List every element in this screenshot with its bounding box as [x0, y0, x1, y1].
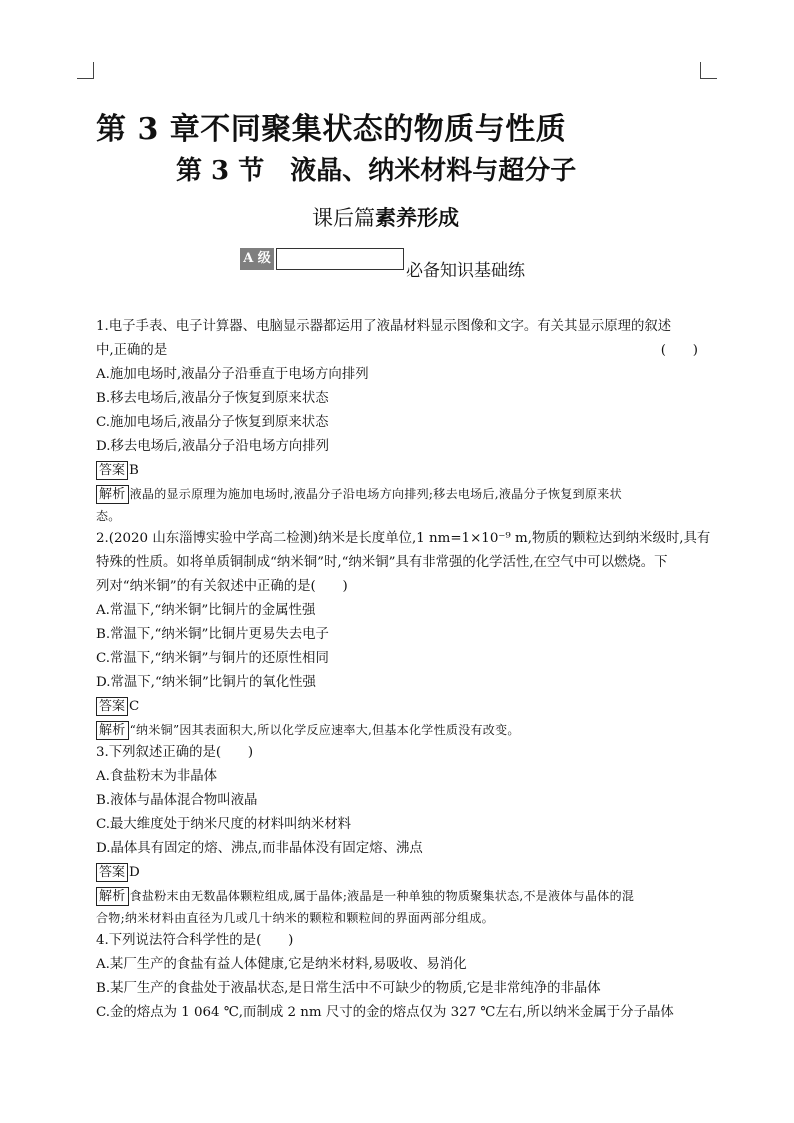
question-stem-text: 中,正确的是 [96, 343, 168, 358]
answer-row [96, 861, 700, 885]
option-d: D.晶体具有固定的熔、沸点,而非晶体没有固定熔、沸点 [96, 841, 423, 856]
chapter-title: 第 3 章不同聚集状态的物质与性质 [96, 112, 567, 147]
question-3 [96, 741, 700, 929]
section-title: 第 3 节 液晶、纳米材料与超分子 [176, 156, 577, 186]
answer-blank: ( ) [660, 343, 698, 358]
explanation-row [96, 719, 700, 741]
question-4 [96, 929, 700, 1025]
option-d: D.常温下,“纳米铜”比铜片的氧化性强 [96, 675, 316, 690]
question-stem-cont [96, 339, 700, 363]
level-badge: A 级 [240, 248, 274, 270]
explanation-tag: 解析 [96, 485, 129, 504]
crop-mark-top-left [77, 62, 94, 79]
option-c: C.常温下,“纳米铜”与铜片的还原性相同 [96, 651, 329, 666]
subtitle-bold: 素养形成 [375, 205, 459, 230]
option-a: A.施加电场时,液晶分子沿垂直于电场方向排列 [96, 367, 369, 382]
answer-tag: 答案 [96, 697, 128, 716]
option-c: C.施加电场后,液晶分子恢复到原来状态 [96, 415, 329, 430]
option-c: C.金的熔点为 1 064 ℃,而制成 2 nm 尺寸的金的熔点仅为 327 ℃左右,所以纳米金属于分子晶体 [96, 1005, 674, 1020]
question-2 [96, 527, 711, 741]
explanation-text-cont: 态。 [96, 509, 121, 523]
option-b: B.液体与晶体混合物叫液晶 [96, 793, 258, 808]
explanation-tag: 解析 [96, 721, 129, 740]
subtitle-normal: 课后篇 [312, 206, 375, 230]
option-c: C.最大维度处于纳米尺度的材料叫纳米材料 [96, 817, 352, 832]
explanation-text-cont: 合物;纳米材料由直径为几或几十纳米的颗粒和颗粒间的界面两部分组成。 [96, 911, 494, 925]
question-stem-cont: 特殊的性质。如将单质铜制成“纳米铜”时,“纳米铜”具有非常强的化学活性,在空气中可以燃烧。下 [96, 555, 668, 570]
question-list [96, 315, 711, 1025]
question-stem: 3.下列叙述正确的是( ) [96, 745, 254, 760]
answer-value: B [129, 463, 139, 478]
option-b: B.移去电场后,液晶分子恢复到原来状态 [96, 391, 329, 406]
crop-mark-top-right [700, 62, 717, 79]
answer-value: C [129, 699, 140, 714]
option-a: A.某厂生产的食盐有益人体健康,它是纳米材料,易吸收、易消化 [96, 957, 467, 972]
answer-row [96, 459, 700, 483]
option-b: B.某厂生产的食盐处于液晶状态,是日常生活中不可缺少的物质,它是非常纯净的非晶体 [96, 981, 601, 996]
option-d: D.移去电场后,液晶分子沿电场方向排列 [96, 439, 330, 454]
question-stem: 4.下列说法符合科学性的是( ) [96, 933, 294, 948]
explanation-row [96, 885, 700, 907]
option-a: A.常温下,“纳米铜”比铜片的金属性强 [96, 603, 316, 618]
option-a: A.食盐粉末为非晶体 [96, 769, 218, 784]
explanation-text: 食盐粉末由无数晶体颗粒组成,属于晶体;液晶是一种单独的物质聚集状态,不是液体与晶体的混 [129, 889, 635, 903]
question-stem: 2.(2020 山东淄博实验中学高二检测)纳米是长度单位,1 nm=1×10⁻⁹ m,物质的颗粒达到纳米级时,具有 [96, 531, 711, 546]
question-1 [96, 315, 700, 527]
page-subtitle [312, 202, 459, 232]
answer-tag: 答案 [96, 863, 128, 882]
explanation-row [96, 483, 700, 505]
level-label: 必备知识基础练 [406, 261, 525, 281]
answer-row [96, 695, 700, 719]
explanation-tag: 解析 [96, 887, 129, 906]
answer-tag: 答案 [96, 461, 128, 480]
explanation-text: 液晶的显示原理为施加电场时,液晶分子沿电场方向排列;移去电场后,液晶分子恢复到原来状 [129, 487, 622, 501]
option-b: B.常温下,“纳米铜”比铜片更易失去电子 [96, 627, 329, 642]
explanation-text: “纳米铜”因其表面积大,所以化学反应速率大,但基本化学性质没有改变。 [129, 723, 520, 737]
score-box [276, 248, 404, 270]
answer-value: D [129, 865, 140, 880]
question-stem: 1.电子手表、电子计算器、电脑显示器都运用了液晶材料显示图像和文字。有关其显示原理的叙述 [96, 319, 672, 334]
question-stem-cont: 列对“纳米铜”的有关叙述中正确的是( ) [96, 579, 348, 594]
